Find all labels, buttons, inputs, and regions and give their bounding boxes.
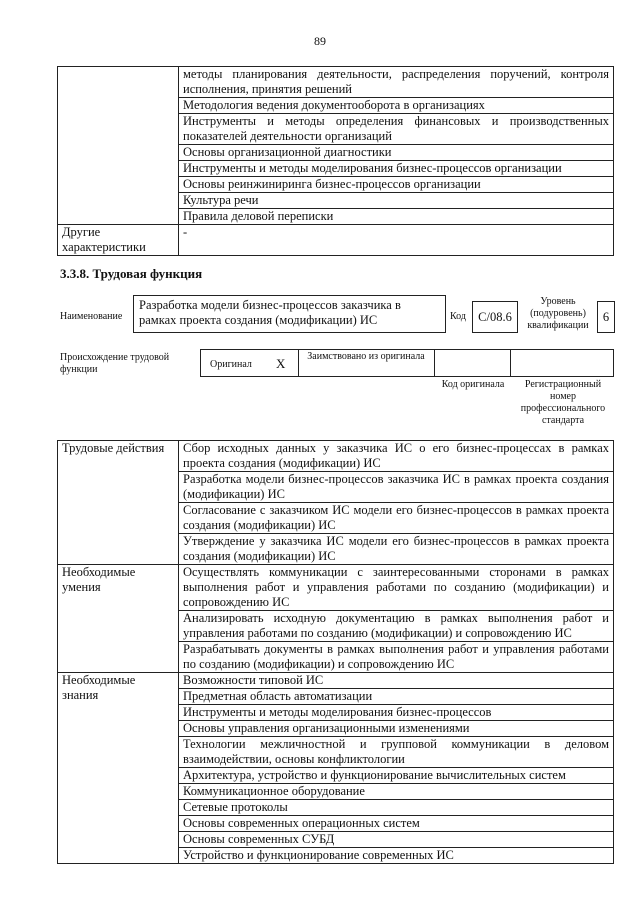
row-item: Предметная область автоматизации xyxy=(179,689,614,705)
borrowed-label: Заимствовано из оригинала xyxy=(307,351,425,362)
origin-divider-1 xyxy=(298,349,299,377)
row-item: Анализировать исходную документацию в рамках выполнения работ и управления работами по созданию (модификации) и сопровождению ИС xyxy=(179,611,614,642)
level-value: 6 xyxy=(602,310,610,324)
row-item: Разработка модели бизнес-процессов заказчика ИС в рамках проекта создания (модификации) ИС xyxy=(179,472,614,503)
origin-divider-3 xyxy=(510,349,511,377)
row-item: Методология ведения документооборота в организациях xyxy=(179,98,614,114)
row-item: Архитектура, устройство и функционирование вычислительных систем xyxy=(179,768,614,784)
row-label: Необходимые знания xyxy=(58,673,179,864)
section-title: 3.3.8. Трудовая функция xyxy=(60,266,203,281)
row-item: - xyxy=(179,225,614,256)
row-item: Технологии межличностной и групповой коммуникации в деловом взаимодействии, основы конфликтологии xyxy=(179,737,614,768)
row-label: Трудовые действия xyxy=(58,441,179,565)
original-mark: X xyxy=(276,356,286,371)
function-name-value: Разработка модели бизнес-процессов заказчика в рамках проекта создания (модификации) ИС xyxy=(139,298,401,327)
row-label: Другие характеристики xyxy=(58,225,179,256)
row-label: Необходимые умения xyxy=(58,565,179,673)
row-label xyxy=(58,67,179,225)
table-row xyxy=(58,441,614,472)
page-number: 89 xyxy=(314,34,326,48)
row-item: Сбор исходных данных у заказчика ИС о его бизнес-процессах в рамках проекта создания (модификации) ИС xyxy=(179,441,614,472)
code-original-caption: Код оригинала xyxy=(441,379,505,390)
name-label: Наименование xyxy=(60,311,123,322)
row-item: Основы реинжиниринга бизнес-процессов организации xyxy=(179,177,614,193)
row-item: Инструменты и методы моделирования бизнес-процессов xyxy=(179,705,614,721)
level-box xyxy=(597,301,615,333)
code-box xyxy=(472,301,518,333)
row-item: Утверждение у заказчика ИС модели его бизнес-процессов в рамках проекта создания (модификации) ИС xyxy=(179,534,614,565)
origin-divider-2 xyxy=(434,349,435,377)
row-item: Возможности типовой ИС xyxy=(179,673,614,689)
table-row xyxy=(58,565,614,611)
labor-function-table xyxy=(57,440,614,864)
row-item: Сетевые протоколы xyxy=(179,800,614,816)
reg-number-caption: Регистрационный номер профессионального стандарта xyxy=(520,379,606,426)
table-row xyxy=(58,673,614,689)
row-item: Основы управления организационными изменениями xyxy=(179,721,614,737)
code-label: Код xyxy=(450,311,466,322)
top-characteristics-table xyxy=(57,66,614,256)
row-item: Осуществлять коммуникации с заинтересованными сторонами в рамках выполнения работ и управления работами по созданию (модификации) и сопровождению ИС xyxy=(179,565,614,611)
table-row xyxy=(58,67,614,98)
row-item: Основы современных операционных систем xyxy=(179,816,614,832)
code-value: С/08.6 xyxy=(478,310,512,324)
row-item: Согласование с заказчиком ИС модели его бизнес-процессов в рамках проекта создания (модификации) ИС xyxy=(179,503,614,534)
function-name-box xyxy=(133,295,446,333)
row-item: Основы организационной диагностики xyxy=(179,145,614,161)
row-item: методы планирования деятельности, распределения поручений, контроля исполнения, принятия решений xyxy=(179,67,614,98)
table-row xyxy=(58,225,614,256)
row-item: Правила деловой переписки xyxy=(179,209,614,225)
row-item: Инструменты и методы моделирования бизнес-процессов организации xyxy=(179,161,614,177)
original-label: Оригинал xyxy=(210,359,252,370)
origin-label: Происхождение трудовой функции xyxy=(60,352,170,375)
row-item: Разрабатывать документы в рамках выполнения работ и управления работами по созданию (модификации) и сопровождению ИС xyxy=(179,642,614,673)
row-item: Основы современных СУБД xyxy=(179,832,614,848)
row-item: Устройство и функционирование современных ИС xyxy=(179,848,614,864)
row-item: Культура речи xyxy=(179,193,614,209)
row-item: Инструменты и методы определения финансовых и производственных показателей деятельности организаций xyxy=(179,114,614,145)
level-label: Уровень (подуровень) квалификации xyxy=(527,296,589,331)
row-item: Коммуникационное оборудование xyxy=(179,784,614,800)
